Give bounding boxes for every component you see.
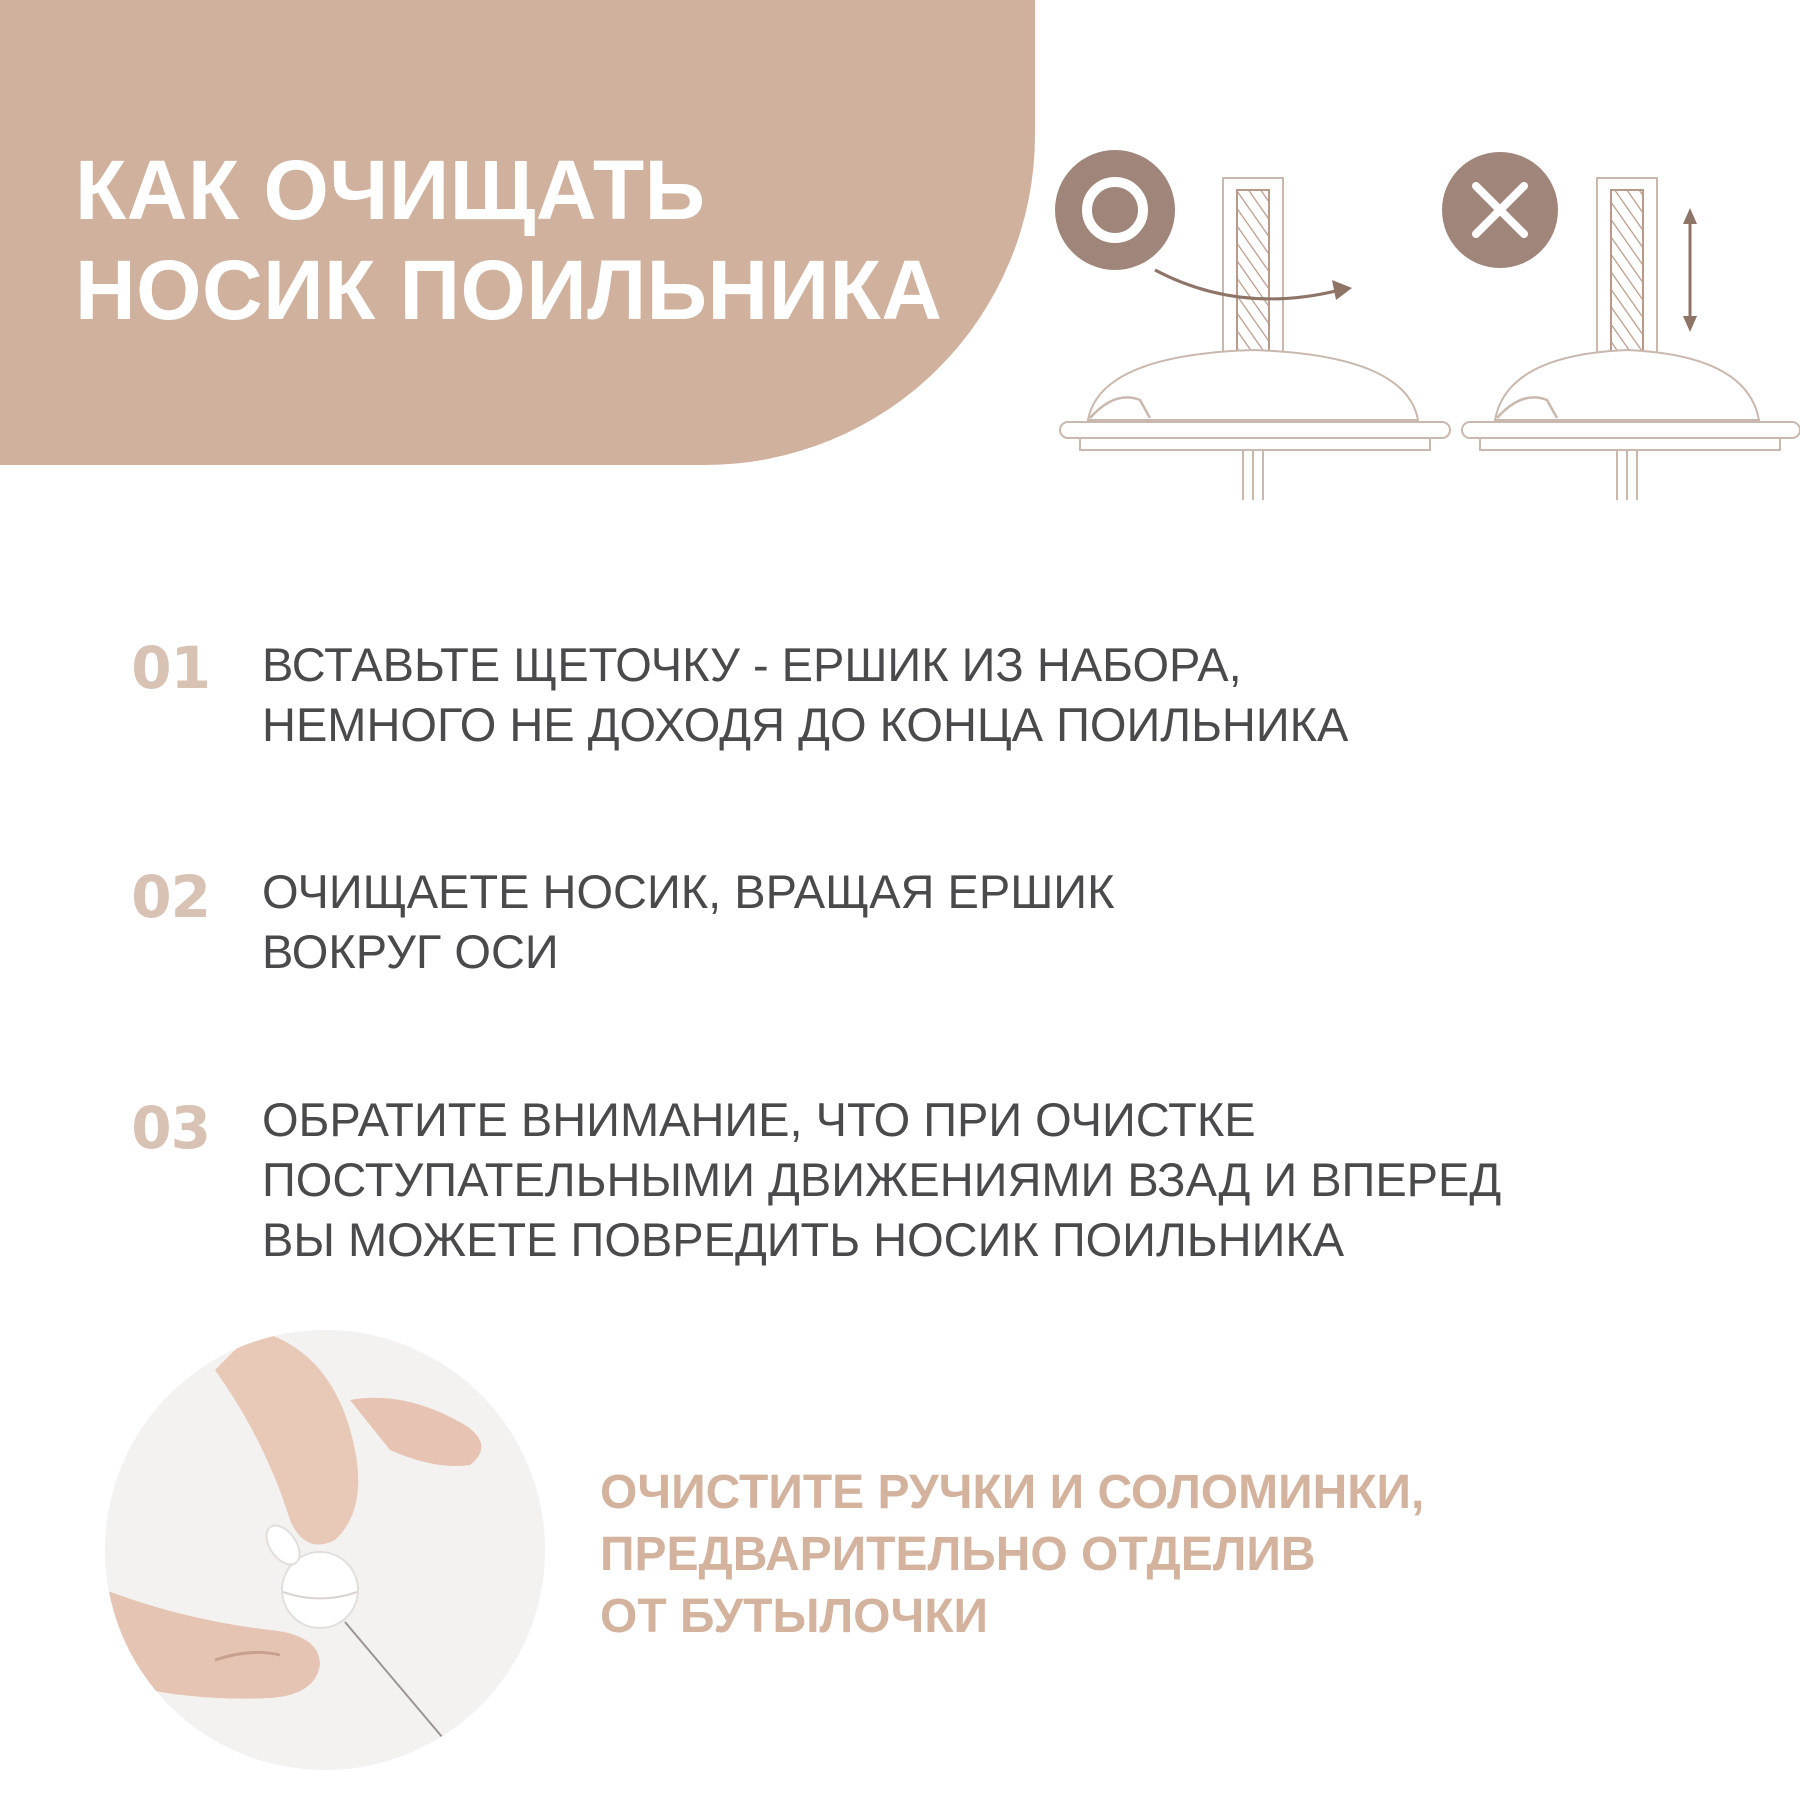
step-text-line: ОБРАТИТЕ ВНИМАНИЕ, ЧТО ПРИ ОЧИСТКЕ xyxy=(262,1093,1256,1146)
step-text xyxy=(262,1090,1501,1270)
page-title xyxy=(75,140,943,340)
circle-o-icon xyxy=(1055,150,1175,270)
photo-straw-cleaning xyxy=(105,1330,545,1770)
page-title-line-1: КАК ОЧИЩАТЬ xyxy=(75,143,706,237)
step-text-line: ОЧИЩАЕТЕ НОСИК, ВРАЩАЯ ЕРШИК xyxy=(262,865,1115,918)
step-text-line: ВЫ МОЖЕТЕ ПОВРЕДИТЬ НОСИК ПОИЛЬНИКА xyxy=(262,1213,1345,1266)
tip-text-line: ОЧИСТИТЕ РУЧКИ И СОЛОМИНКИ, xyxy=(600,1466,1425,1519)
tip-text-line: ОТ БУТЫЛОЧКИ xyxy=(600,1590,989,1643)
tip-text-line: ПРЕДВАРИТЕЛЬНО ОТДЕЛИВ xyxy=(600,1528,1316,1581)
cleaning-diagram xyxy=(1040,120,1800,540)
page-title-line-2: НОСИК ПОИЛЬНИКА xyxy=(75,243,943,337)
step-text xyxy=(262,635,1348,755)
up-down-arrow-icon xyxy=(1683,208,1697,332)
step-number: 01 xyxy=(131,634,210,702)
step-text-line: ПОСТУПАТЕЛЬНЫМИ ДВИЖЕНИЯМИ ВЗАД И ВПЕРЕД xyxy=(262,1153,1502,1206)
step-number: 02 xyxy=(131,863,210,931)
step-number: 03 xyxy=(131,1094,210,1162)
tip-text xyxy=(600,1462,1424,1648)
step-text xyxy=(262,862,1114,982)
step-text-line: ВОКРУГ ОСИ xyxy=(262,925,559,978)
cross-x-icon xyxy=(1442,152,1558,268)
step-text-line: ВСТАВЬТЕ ЩЕТОЧКУ - ЕРШИК ИЗ НАБОРА, xyxy=(262,638,1242,691)
step-text-line: НЕМНОГО НЕ ДОХОДЯ ДО КОНЦА ПОИЛЬНИКА xyxy=(262,698,1349,751)
